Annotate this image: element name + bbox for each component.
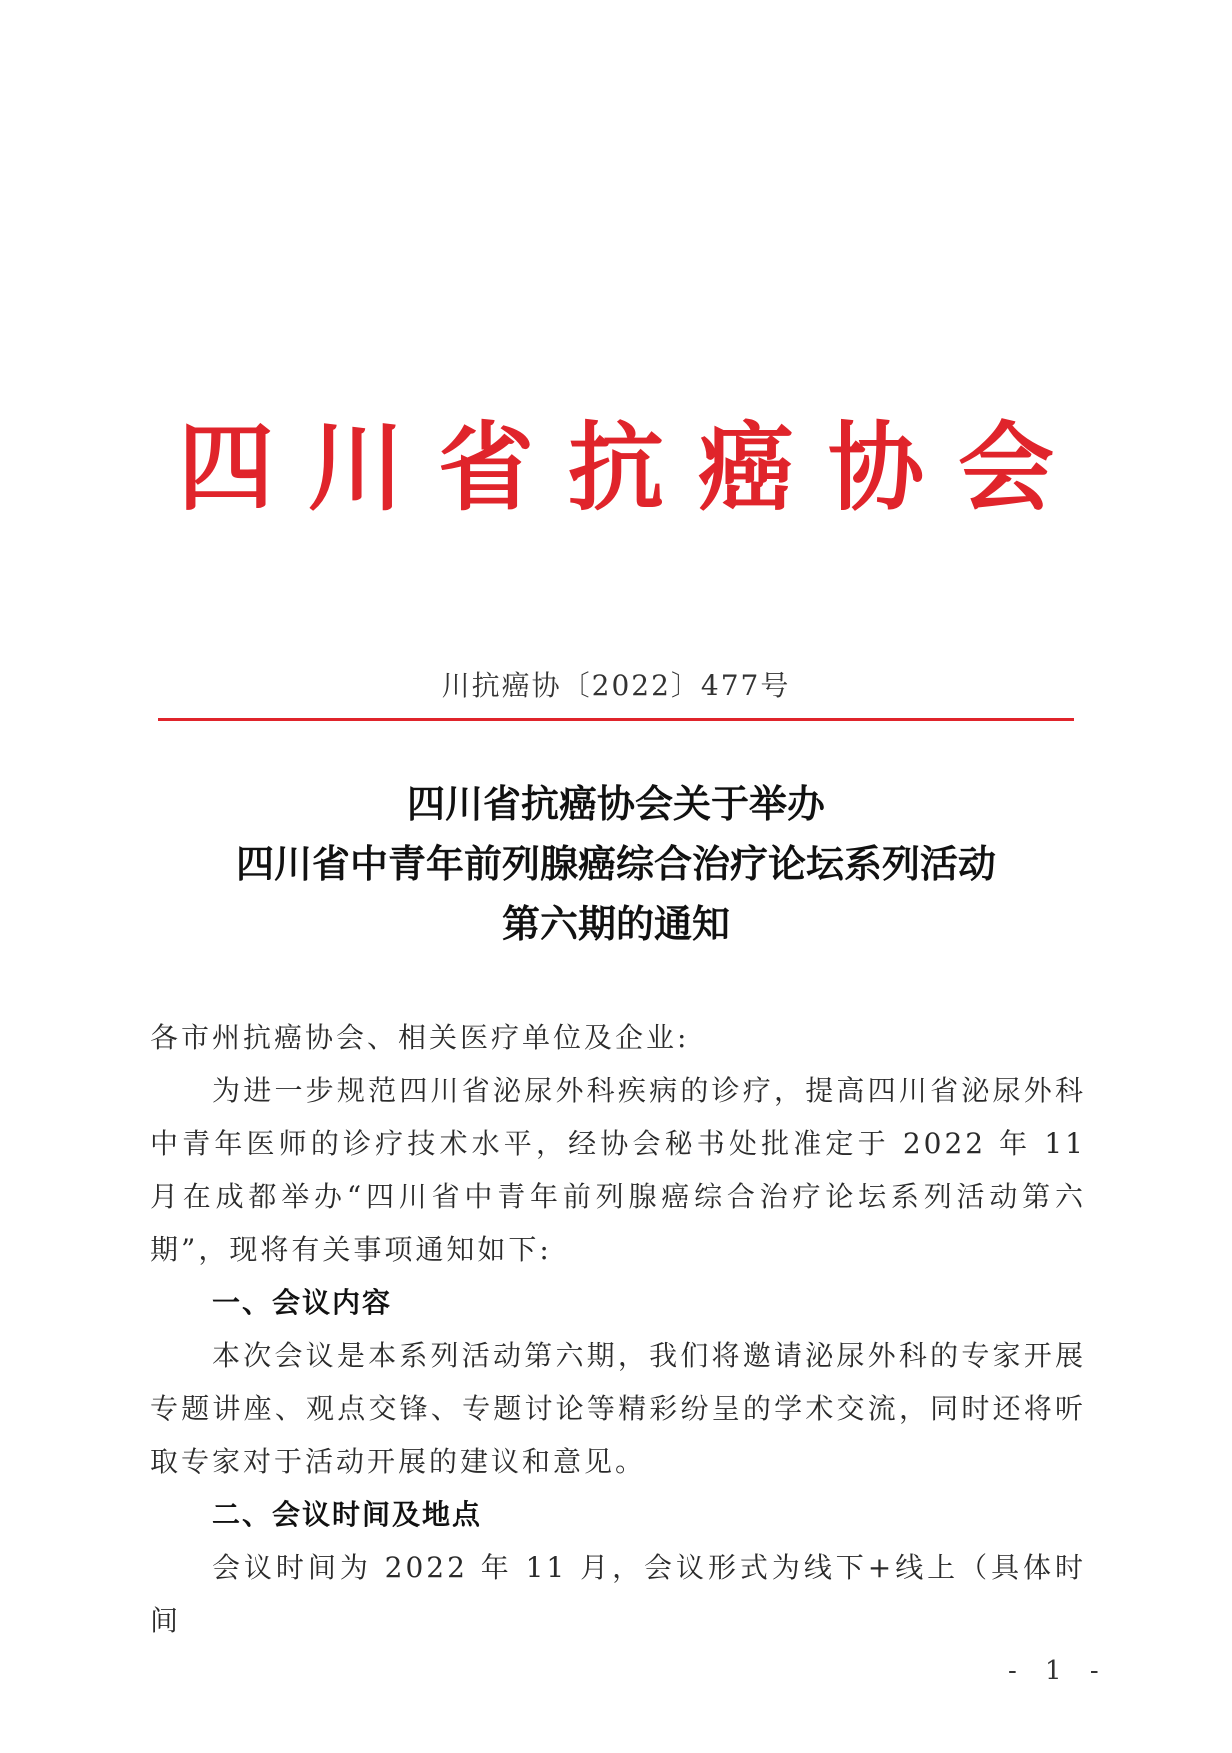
section-1-heading: 一、会议内容 bbox=[212, 1286, 393, 1319]
red-divider-line bbox=[158, 718, 1074, 721]
intro-paragraph: 为进一步规范四川省泌尿外科疾病的诊疗，提高四川省泌尿外科中青年医师的诊疗技术水平，经协会秘书处批准定于 2022 年 11 月在成都举办“四川省中青年前列腺癌综合治疗论坛系列活动第六期”，现将有关事项通知如下: bbox=[150, 1074, 1086, 1266]
page-number: - 1 - bbox=[1008, 1656, 1109, 1686]
salutation: 各市州抗癌协会、相关医疗单位及企业: bbox=[150, 1021, 690, 1054]
document-title bbox=[0, 774, 1232, 954]
title-line-3: 第六期的通知 bbox=[501, 902, 730, 946]
document-body bbox=[150, 1011, 1086, 1647]
section-2-heading: 二、会议时间及地点 bbox=[212, 1498, 483, 1531]
title-line-1: 四川省抗癌协会关于举办 bbox=[406, 782, 825, 826]
section-2-paragraph: 会议时间为 2022 年 11 月，会议形式为线下+线上（具体时间 bbox=[150, 1551, 1086, 1637]
title-line-2: 四川省中青年前列腺癌综合治疗论坛系列活动 bbox=[235, 842, 996, 886]
organization-header: 四川省抗癌协会 bbox=[178, 411, 1088, 524]
document-number: 川抗癌协〔2022〕477号 bbox=[441, 669, 791, 702]
section-1-paragraph: 本次会议是本系列活动第六期，我们将邀请泌尿外科的专家开展专题讲座、观点交锋、专题讨论等精彩纷呈的学术交流，同时还将听取专家对于活动开展的建议和意见。 bbox=[150, 1339, 1086, 1478]
